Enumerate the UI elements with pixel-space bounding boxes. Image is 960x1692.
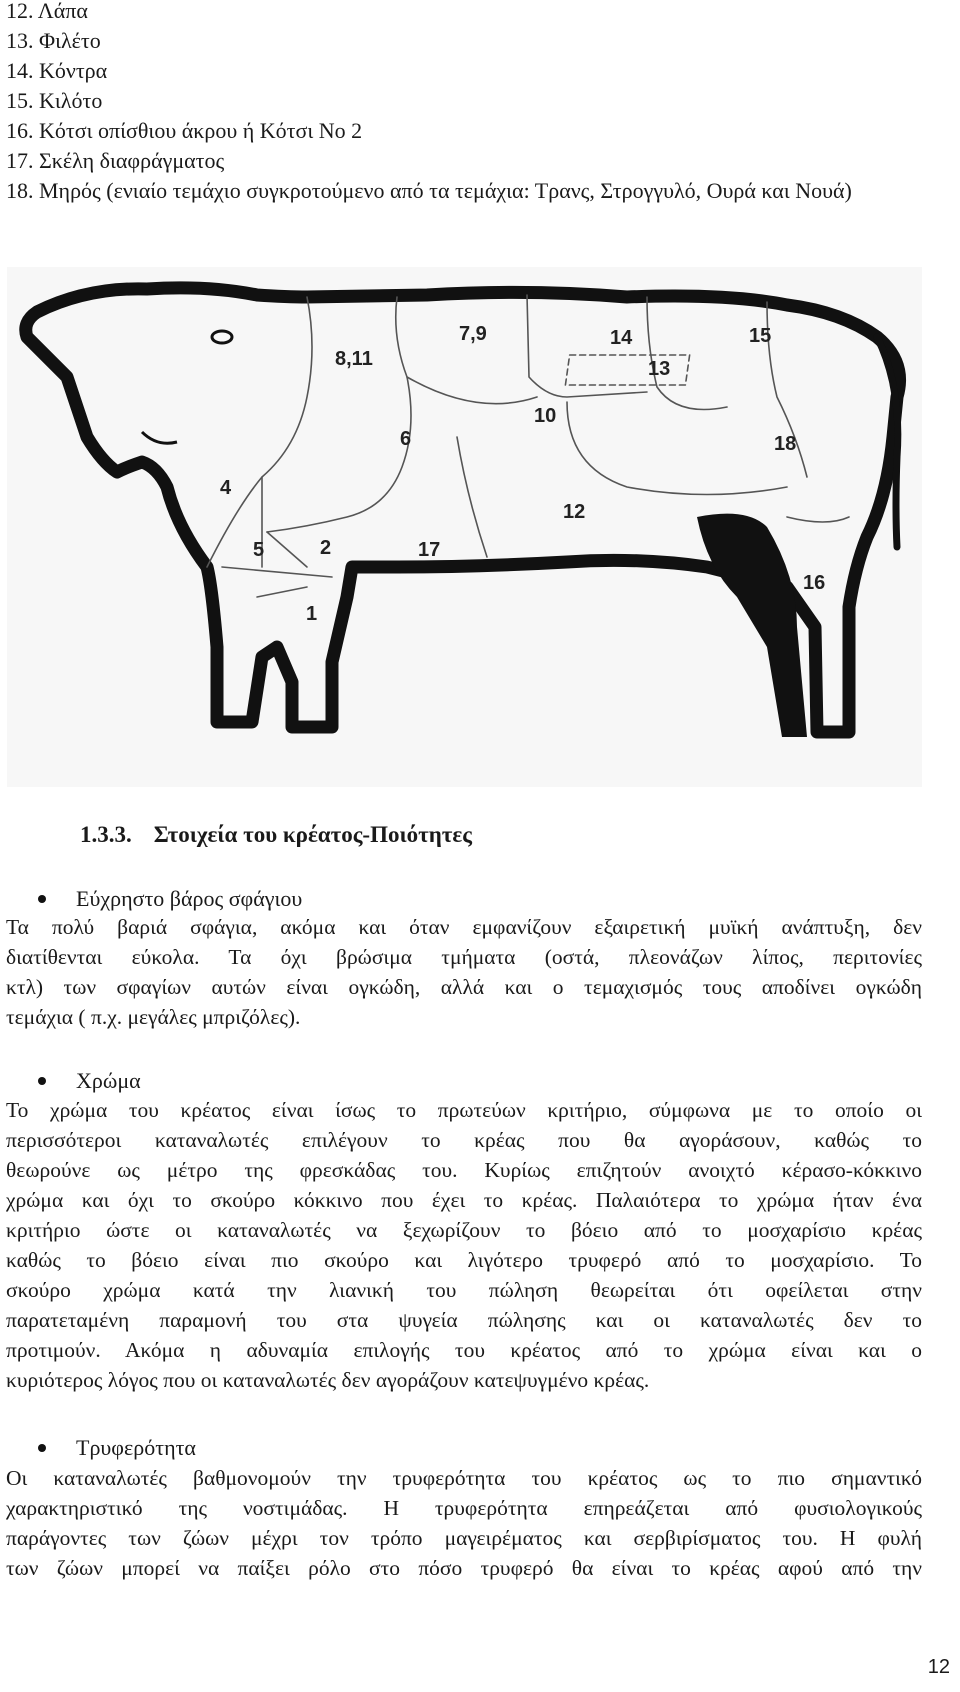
paragraph-line: καθώς το βόειο είναι πιο σκούρο και λιγότερο τρυφερό από το μοσχαρίσιο. Το: [6, 1248, 922, 1272]
bullet-color: [38, 1066, 141, 1096]
cut-label-5: 5: [253, 539, 265, 561]
cut-label-1: 1: [306, 603, 318, 625]
cut-label-16: 16: [803, 572, 826, 594]
cut-label-14: 14: [610, 327, 633, 349]
paragraph-line: παρατεταμένη παραμονή του στα ψυγεία πώλησης και οι καταναλωτές δεν το: [6, 1308, 922, 1332]
section-title: Στοιχεία του κρέατος-Ποιότητες: [153, 822, 472, 847]
fillet-dashed-area: [565, 355, 689, 385]
paragraph-line: Οι καταναλωτές βαθμονομούν την τρυφερότητα του κρέατος ως το πιο σημαντικό: [6, 1466, 922, 1490]
cut-label-17: 17: [418, 539, 441, 561]
paragraph-line: θεωρούνε ως μέτρο της φρεσκάδας του. Κυρίως επιζητούν ανοιχτό κέρασο-κόκκινο: [6, 1158, 922, 1182]
bullet-dot: [38, 1077, 46, 1085]
bullet-label: Εύχρηστο βάρος σφάγιου: [76, 886, 303, 911]
cut-label-15: 15: [749, 325, 772, 347]
paragraph-line: Το χρώμα του κρέατος είναι ίσως το πρωτεύων κριτήριο, σύμφωνα με το οποίο οι: [6, 1098, 922, 1122]
beef-cuts-diagram: [7, 267, 922, 787]
paragraph-line: διατίθενται εύκολα. Τα όχι βρώσιμα τμήματα (οστά, πλεονάζων λίπος, περιτονίες: [6, 945, 922, 969]
paragraph-line: τεμάχια ( π.χ. μεγάλες μπριζόλες).: [6, 1005, 301, 1029]
paragraph-line: κριτήριο ώστε οι καταναλωτές να ξεχωρίζουν το βόειο από το μοσχαρίσιο κρέας: [6, 1218, 922, 1242]
paragraph-line: των ζώων μπορεί να παίξει ρόλο στο πόσο τρυφερό θα είναι το κρέας αφού από την: [6, 1556, 922, 1580]
list-item: 15. Κιλότο: [6, 88, 103, 113]
page-number: 12: [927, 1656, 950, 1678]
list-item: 16. Κότσι οπίσθιου άκρου ή Κότσι Νο 2: [6, 118, 363, 143]
list-item: 14. Κόντρα: [6, 58, 108, 83]
beef-cuts-illustration: [7, 267, 922, 787]
cut-label-13: 13: [648, 358, 671, 380]
paragraph-weight: [6, 912, 922, 1032]
paragraph-color: [6, 1095, 922, 1395]
paragraph-line: παράγοντες των ζώων μέχρι τον τρόπο μαγειρέματος και σερβιρίσματος του. Η φυλή: [6, 1526, 922, 1550]
bullet-label: Χρώμα: [76, 1068, 141, 1093]
cow-muzzle: [142, 432, 177, 443]
bullet-dot: [38, 1444, 46, 1452]
bullet-dot: [38, 895, 46, 903]
paragraph-line: περισσότεροι καταναλωτές επιλέγουν το κρέας που θα αγοράσουν, καθώς το: [6, 1128, 922, 1152]
cow-outline: [26, 288, 900, 732]
paragraph-line: κτλ) των σφαγίων αυτών είναι ογκώδη, αλλά και ο τεμαχισμός τους αποδίνει ογκώδη: [6, 975, 922, 999]
bullet-weight: [38, 884, 302, 914]
paragraph-line: χρώμα και όχι το σκούρο κόκκινο που έχει το κρέας. Παλαιότερα το χρώμα ήταν ένα: [6, 1188, 922, 1212]
cut-label-8-11: 8,11: [335, 348, 373, 370]
bullet-label: Τρυφερότητα: [76, 1435, 196, 1460]
paragraph-line: Τα πολύ βαριά σφάγια, ακόμα και όταν εμφανίζουν εξαιρετική μυϊκή ανάπτυξη, δεν: [6, 915, 922, 939]
list-item: 17. Σκέλη διαφράγματος: [6, 148, 225, 173]
cuts-list: [6, 0, 936, 206]
cut-label-12: 12: [563, 501, 586, 523]
cut-label-6: 6: [400, 428, 412, 450]
cut-label-4: 4: [220, 477, 232, 499]
section-number: 1.3.3.: [80, 822, 132, 847]
cut-label-18: 18: [774, 433, 797, 455]
bullet-tenderness: [38, 1433, 196, 1463]
cow-eye: [212, 331, 232, 343]
paragraph-line: χαρακτηριστικό της νοστιμάδας. Η τρυφερότητα επηρεάζεται από φυσιολογικούς: [6, 1496, 922, 1520]
section-heading: [80, 822, 472, 848]
list-item: 12. Λάπα: [6, 0, 88, 23]
cut-label-7-9: 7,9: [459, 323, 487, 345]
hind-shank-shadow: [697, 514, 807, 737]
paragraph-line: προτιμούν. Ακόμα η αδυναμία επιλογής του κρέατος από το χρώμα είναι και ο: [6, 1338, 922, 1362]
list-item: 18. Μηρός (ενιαίο τεμάχιο συγκροτούμενο από τα τεμάχια: Τρανς, Στρογγυλό, Ουρά και Νουά): [6, 178, 852, 203]
paragraph-line: σκούρο χρώμα κατά την λιανική του πώληση θεωρείται ότι οφείλεται στην: [6, 1278, 922, 1302]
cut-label-2: 2: [320, 537, 332, 559]
paragraph-tenderness: [6, 1463, 922, 1583]
list-item: 13. Φιλέτο: [6, 28, 101, 53]
cut-label-10: 10: [534, 405, 557, 427]
paragraph-line: κυριότερος λόγος που οι καταναλωτές δεν αγοράζουν κατεψυγμένο κρέας.: [6, 1368, 650, 1392]
